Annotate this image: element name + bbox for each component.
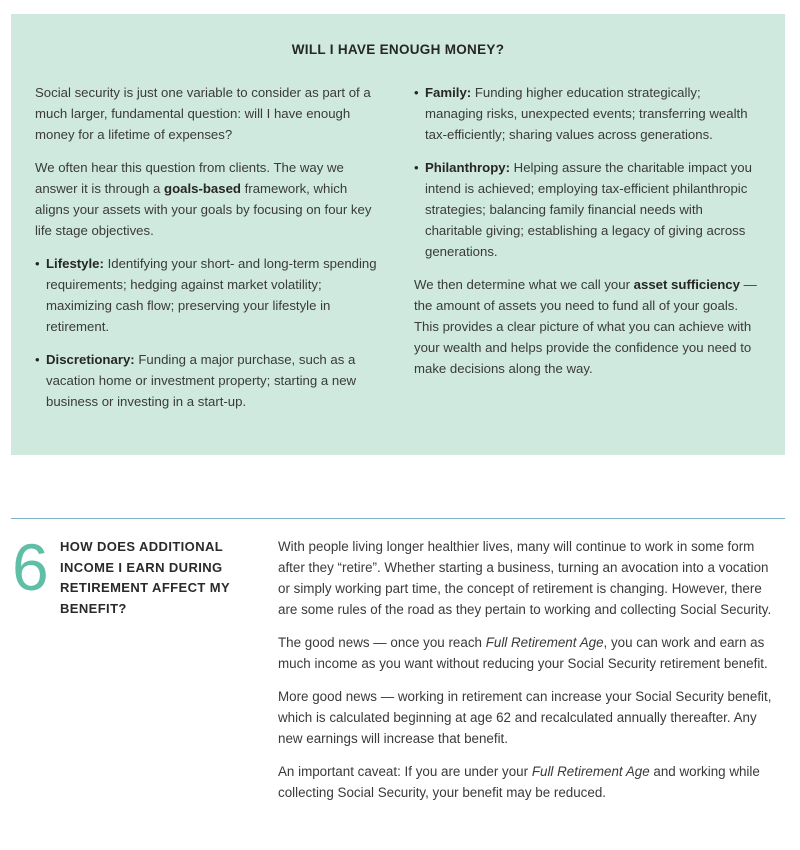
- p4-text: An important caveat: If you are under your: [278, 764, 532, 779]
- p2-text: The good news — once you reach: [278, 635, 486, 650]
- closing-paragraph: [414, 274, 759, 379]
- answer-paragraph-1: With people living longer healthier lives, many will continue to work in some form after they “retire”. Whether starting a business, turning an avocation into a vocation or simply working part time, the concept of retirement is changing. However, there are some rules of the road as they pertain to working and collecting Social Security.: [278, 539, 772, 617]
- list-item-philanthropy: [414, 157, 759, 262]
- section-number: 6: [12, 530, 49, 604]
- answer-paragraph-3: More good news — working in retirement can increase your Social Security benefit, which is calculated beginning at age 62 and recalculated annually thereafter. Any new earnings will increase that benefit.: [278, 689, 772, 746]
- closing-text: We then determine what we call your: [414, 277, 634, 292]
- intro2-text: We often hear this question from clients. The way we answer it is through a: [35, 160, 344, 196]
- asset-sufficiency-term: asset sufficiency: [633, 277, 740, 292]
- bullet-term: Lifestyle:: [46, 256, 104, 271]
- section-divider: [11, 518, 785, 519]
- goals-based-term: goals-based: [164, 181, 241, 196]
- full-retirement-age-term: Full Retirement Age: [531, 764, 650, 779]
- list-item-discretionary: [35, 349, 385, 412]
- bullet-text: Funding a major purchase, such as a vacation home or investment property; starting a new business or investing in a start-up.: [46, 352, 357, 409]
- p4-text-end: and working while collecting Social Security, your benefit may be reduced.: [278, 764, 760, 800]
- closing-text-end: — the amount of assets you need to fund all of your goals. This provides a clear picture of what you can achieve with your wealth and helps provide the confidence you need to make decisions along the way.: [414, 277, 757, 376]
- callout-title: WILL I HAVE ENOUGH MONEY?: [291, 42, 505, 57]
- p2-text-end: , you can work and earn as much income as you want without reducing your Social Security retirement benefit.: [278, 635, 768, 671]
- bullet-term: Philanthropy:: [425, 160, 510, 175]
- list-item-lifestyle: [35, 253, 385, 337]
- bullet-text: Helping assure the charitable impact you intend is achieved; employing tax-efficient philanthropic strategies; balancing family financial needs with charitable giving; establishing a legacy of giving across generations.: [425, 160, 752, 259]
- section-answer: [278, 536, 778, 815]
- answer-paragraph-4: [278, 761, 778, 803]
- section-question-heading: HOW DOES ADDITIONAL INCOME I EARN DURING RETIREMENT AFFECT MY BENEFIT?: [60, 539, 230, 616]
- bullet-text: Funding higher education strategically; managing risks, unexpected events; transferring wealth tax-efficiently; sharing values across generations.: [425, 85, 748, 142]
- bullet-term: Discretionary:: [46, 352, 135, 367]
- answer-paragraph-2: [278, 632, 778, 674]
- bullet-text: Identifying your short- and long-term spending requirements; hedging against market volatility; maximizing cash flow; preserving your lifestyle in retirement.: [46, 256, 377, 334]
- bullet-term: Family:: [425, 85, 472, 100]
- callout-right-column: [414, 82, 759, 391]
- objectives-list-left: [35, 253, 385, 412]
- intro-paragraph-2: [35, 157, 385, 241]
- list-item-family: [414, 82, 759, 145]
- intro2-text-end: framework, which aligns your assets with your goals by focusing on four key life stage objectives.: [35, 181, 372, 238]
- full-retirement-age-term: Full Retirement Age: [485, 635, 604, 650]
- objectives-list-right: [414, 82, 759, 262]
- callout-box: [11, 14, 785, 455]
- callout-left-column: [35, 82, 385, 424]
- intro-paragraph-1: Social security is just one variable to consider as part of a much larger, fundamental question: will I have enough money for a lifetime of expenses?: [35, 85, 371, 142]
